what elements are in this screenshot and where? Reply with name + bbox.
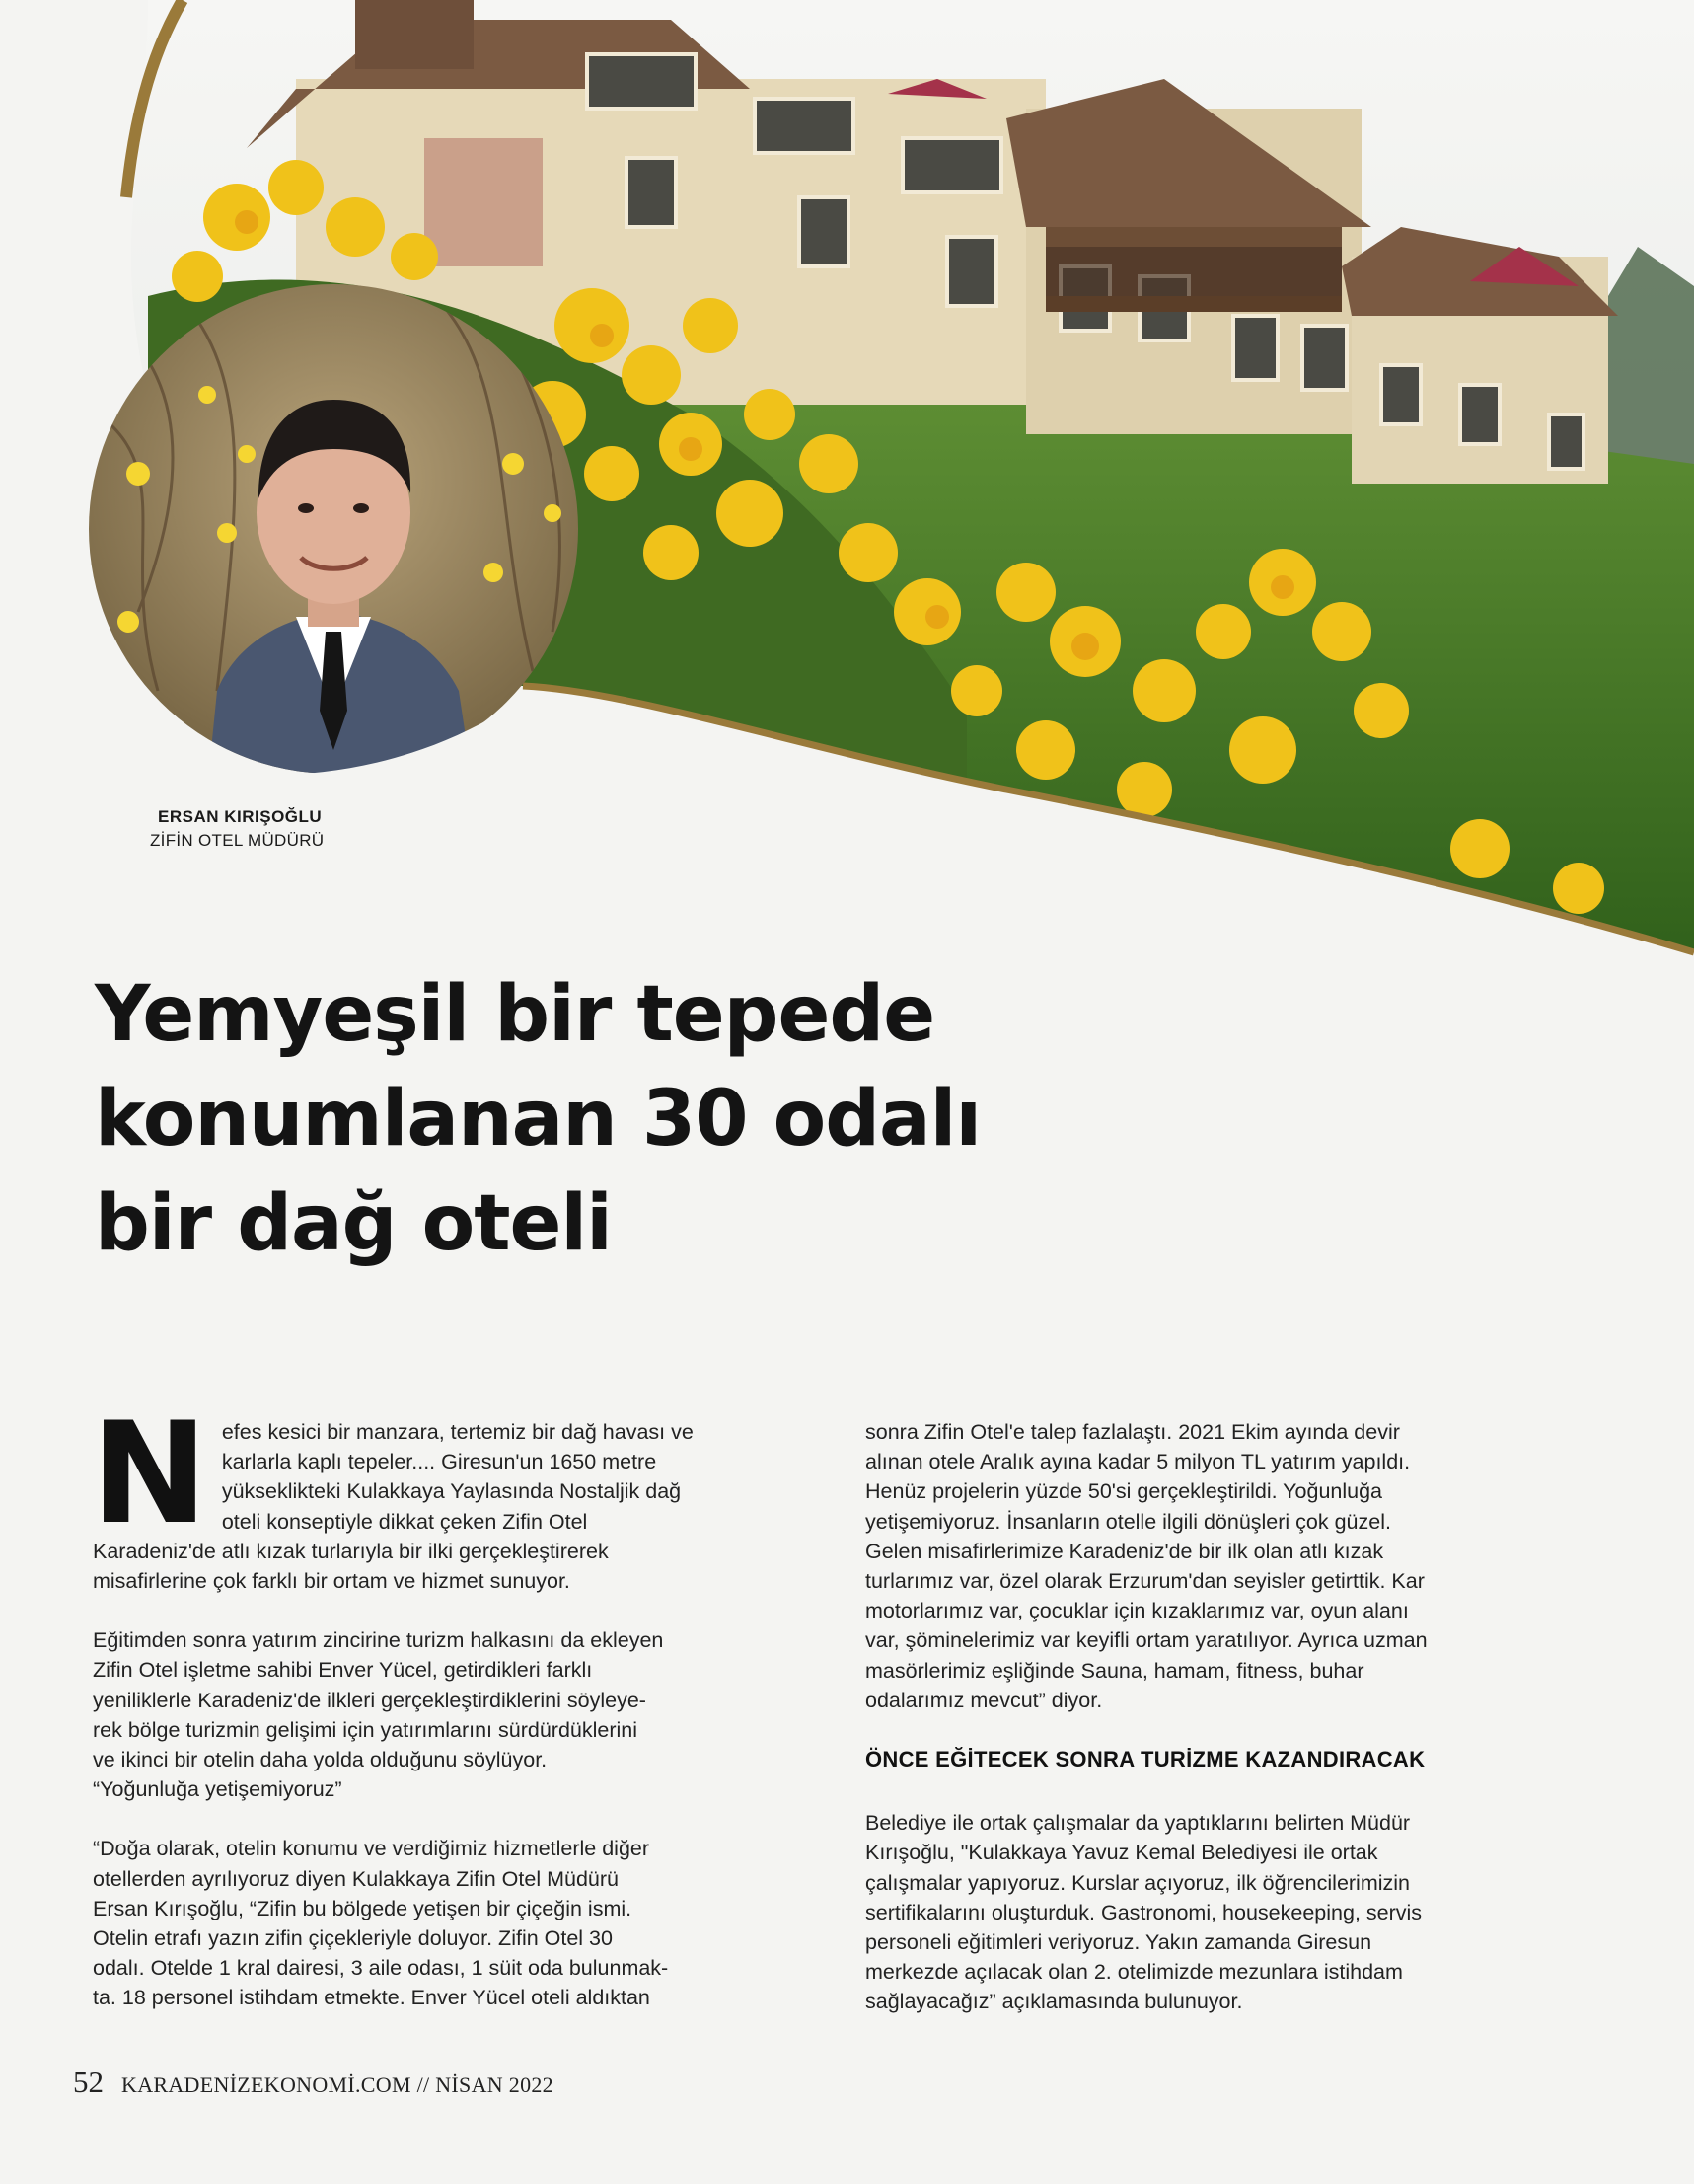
article-paragraph-1: efes kesici bir manzara, tertemiz bir dağ havası ve karlarla kaplı tepeler.... Giresun'un 1650 metre yükseklikteki Kulakkaya Yaylasında Nostaljik dağ oteli konseptiyle dikkat çeken Zifin Otel Karadeniz'de atlı kızak turlarıyla bir ilki gerçekleştirerek misafirlerine çok farklı bir ortam ve hizmet sunuyor.	[93, 1420, 694, 1594]
headline-line-3: bir dağ oteli	[95, 1179, 612, 1268]
page-footer	[73, 2065, 553, 2100]
headline-line-2: konumlanan 30 odalı	[95, 1075, 982, 1164]
article-paragraph-2: Eğitimden sonra yatırım zincirine turizm halkasını da ekleyen Zifin Otel işletme sahibi Enver Yücel, getirdikleri farklı yeniliklerle Karadeniz'de ilkleri gerçekleştirdiklerini söyleye- rek bölge turizmin gelişimi için yatırımlarını sürdürdüklerini ve ikinci bir otelin daha yolda olduğunu söylüyor. “Yoğunluğa yetişemiyoruz”	[93, 1628, 664, 1802]
page-number: 52	[73, 2065, 104, 2099]
article-subheading: ÖNCE EĞİTECEK SONRA TURİZME KAZANDIRACAK	[865, 1747, 1426, 1772]
headline-line-1: Yemyeşil bir tepede	[95, 970, 935, 1059]
article-paragraph-3: “Doğa olarak, otelin konumu ve verdiğimiz hizmetlerle diğer otellerden ayrılıyoruz diyen Kulakkaya Zifin Otel Müdürü Ersan Kırışoğlu, “Zifin bu bölgede yetişen bir çiçeğin ismi. Otelin etrafı yazın zifin çiçekleriyle doluyor. Zifin Otel 30 odalı. Otelde 1 kral dairesi, 3 aile odası, 1 süit oda bulunmak- ta. 18 personel istihdam etmekte. Enver Yücel oteli aldıktan	[93, 1837, 669, 2010]
portrait-caption-name: ERSAN KIRIŞOĞLU	[158, 807, 323, 826]
portrait-caption-title: ZİFİN OTEL MÜDÜRÜ	[150, 831, 325, 850]
article-column-left	[91, 1393, 827, 2043]
article-paragraph-4: sonra Zifin Otel'e talep fazlalaştı. 2021 Ekim ayında devir alınan otele Aralık ayına kadar 5 milyon TL yatırım yapıldı. Henüz projelerin yüzde 50'si gerçekleştirildi. Yoğunluğa yetişemiyoruz. İnsanların otelle ilgili dönüşleri çok güzel. Gelen misafirlerimize Karadeniz'de bir ilk olan atlı kızak turlarımız var, özel olarak Erzurum'dan seyisler getirttik. Kar motorlarımız var, çocuklar için kızaklarımız var, oyun alanı var, şöminelerimiz var keyifli ortam yaratılıyor. Ayrıca uzman masörlerimiz eşliğinde Sauna, hamam, fitness, buhar odalarımız mevcut” diyor.	[865, 1420, 1428, 1712]
publication-name: KARADENİZEKONOMİ.COM // NİSAN 2022	[121, 2072, 553, 2097]
article-paragraph-5: Belediye ile ortak çalışmalar da yaptıklarını belirten Müdür Kırışoğlu, "Kulakkaya Yavuz Kemal Belediyesi ile ortak çalışmalar yapıyoruz. Kurslar açıyoruz, ilk öğrencilerimizin sertifikalarını oluşturduk. Gastronomi, housekeeping, servis personeli eğitimleri veriyoruz. Yakın zamanda Giresun merkezde açılacak olan 2. otelimizde mezunlara istihdam sağlayacağız” açıklamasında bulunuyor.	[865, 1811, 1423, 2014]
article-headline	[95, 962, 1180, 1276]
drop-cap: N	[91, 1393, 208, 1555]
article-column-right	[865, 1417, 1599, 2047]
